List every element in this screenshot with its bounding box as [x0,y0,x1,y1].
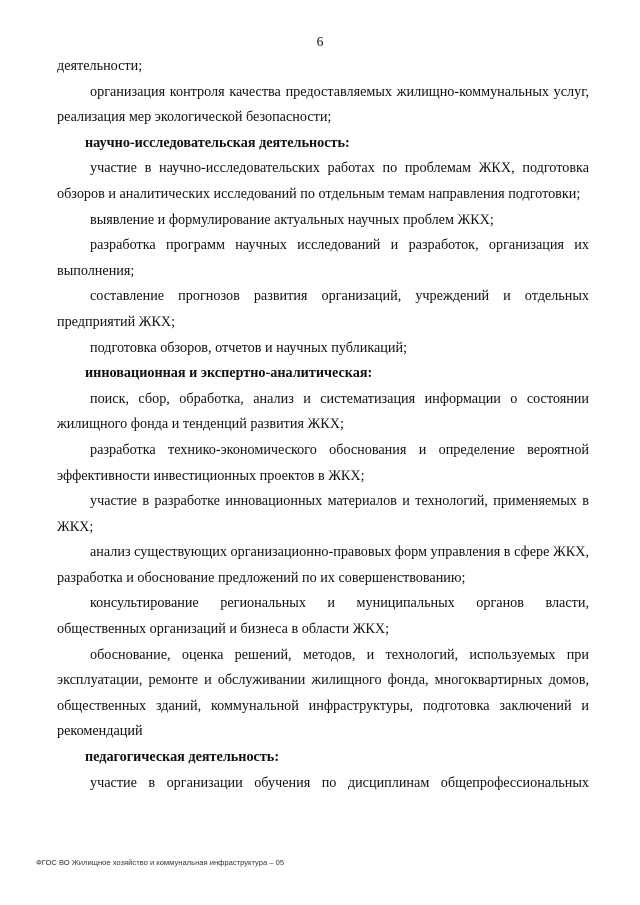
paragraph-innovative-materials: участие в разработке инновационных материалов и технологий, применяемых в ЖКХ; [57,493,589,535]
paragraph-research-participation: участие в научно-исследовательских работах по проблемам ЖКХ, подготовка обзоров и аналитических исследований по отдельным темам направления подготовки; [57,160,589,202]
paragraph-consulting: консультирование региональных и муниципальных органов власти, общественных организаций и бизнеса в области ЖКХ; [57,595,589,638]
body-text [57,54,589,796]
paragraph-research-programs: разработка программ научных исследований и разработок, организация их выполнения; [57,237,589,279]
paragraph-management-forms: анализ существующих организационно-правовых форм управления в сфере ЖКХ, разработка и обоснование предложений по их совершенствованию; [57,544,589,586]
paragraph-problem-identification: выявление и формулирование актуальных научных проблем ЖКХ; [90,211,494,228]
paragraph-publications: подготовка обзоров, отчетов и научных публикаций; [90,339,408,356]
page-number: 6 [316,34,324,49]
paragraph-justification: обоснование, оценка решений, методов, и технологий, используемых при эксплуатации, ремонте и обслуживании жилищного фонда, многоквартирных домов, общественных зданий, коммунальной инфраструктуры, подготовка заключений и рекомендаций [57,646,589,740]
heading-innovation: инновационная и экспертно-аналитическая: [85,365,373,382]
paragraph-continuation: деятельности; [57,58,143,74]
paragraph-feasibility-study: разработка технико-экономического обоснования и определение вероятной эффективности инвестиционных проектов в ЖКХ; [57,441,589,484]
paragraph-information-analysis: поиск, сбор, обработка, анализ и систематизация информации о состоянии жилищного фонда и тенденций развития ЖКХ; [57,390,589,433]
page-footer: ФГОС ВО Жилищное хозяйство и коммунальная инфраструктура – 05 [36,858,285,867]
heading-research: научно-исследовательская деятельность: [85,134,350,151]
paragraph-quality-control: организация контроля качества предоставляемых жилищно-коммунальных услуг, реализация мер экологической безопасности; [57,83,589,126]
paragraph-teaching: участие в организации обучения по дисциплинам общепрофессиональных [90,774,589,791]
heading-pedagogical: педагогическая деятельность: [85,749,280,766]
paragraph-forecasts: составление прогнозов развития организаций, учреждений и отдельных предприятий ЖКХ; [57,288,589,330]
